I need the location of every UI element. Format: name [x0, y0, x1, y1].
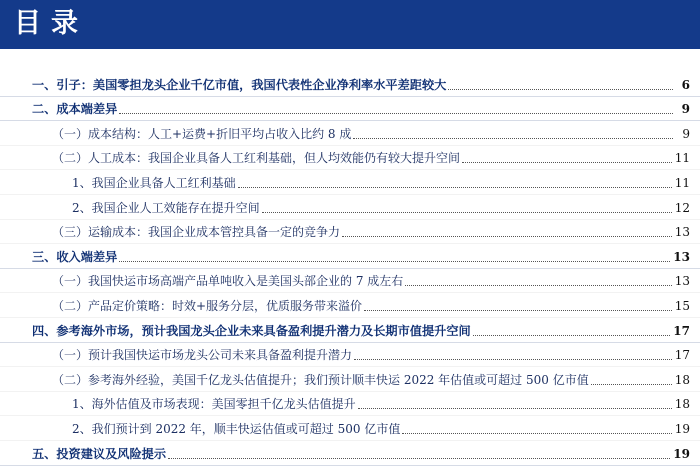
dot-leader	[448, 89, 673, 90]
toc-entry[interactable]	[0, 220, 700, 245]
toc-entry-title[interactable]: （一）成本结构：人工+运费+折旧平均占收入比约 8 成	[52, 126, 352, 141]
toc-entry[interactable]	[0, 170, 700, 195]
toc-entry-title[interactable]: 1、海外估值及市场表现：美国零担千亿龙头估值提升	[72, 397, 356, 412]
toc-page-number: 12	[674, 200, 690, 215]
header-bar	[0, 0, 700, 49]
toc-entry-title[interactable]: 五、投资建议及风险提示	[32, 446, 167, 461]
toc-entry[interactable]	[0, 343, 700, 368]
toc-entry[interactable]	[0, 269, 700, 294]
dot-leader	[262, 212, 672, 213]
toc-entry-title[interactable]: （一）我国快运市场高端产品单吨收入是美国头部企业的 7 成左右	[52, 274, 404, 289]
toc-entry-title[interactable]: 一、引子：美国零担龙头企业千亿市值，我国代表性企业净利率水平差距较大	[32, 77, 447, 92]
dot-leader	[342, 236, 672, 237]
dot-leader	[473, 335, 671, 336]
toc-entry[interactable]	[0, 441, 700, 466]
dot-leader	[168, 458, 670, 459]
toc-entry[interactable]	[0, 416, 700, 441]
toc-entry-title[interactable]: （二）产品定价策略：时效+服务分层，优质服务带来溢价	[52, 298, 363, 313]
toc-entry-title[interactable]: （三）运输成本：我国企业成本管控具备一定的竞争力	[52, 225, 341, 240]
toc-page-number: 9	[682, 126, 690, 141]
toc-entry-title[interactable]: 2、我国企业人工效能存在提升空间	[72, 200, 260, 215]
toc-entry[interactable]	[0, 72, 700, 97]
toc-page-number: 13	[674, 225, 690, 240]
toc-entry-title[interactable]: 三、收入端差异	[32, 249, 118, 264]
toc-page-number: 15	[674, 298, 690, 313]
toc-entry[interactable]	[0, 244, 700, 269]
toc-entry-title[interactable]: 1、我国企业具备人工红利基础	[72, 175, 236, 190]
toc-entry-title[interactable]: 二、成本端差异	[32, 102, 118, 117]
toc-page-number: 19	[673, 446, 690, 461]
toc-page-number: 18	[674, 397, 690, 412]
dot-leader	[238, 187, 672, 188]
toc-entry-title[interactable]: 四、参考海外市场，预计我国龙头企业未来具备盈利提升潜力及长期市值提升空间	[32, 323, 471, 338]
toc-entry-title[interactable]: （二）人工成本：我国企业具备人工红利基础，但人均效能仍有较大提升空间	[52, 151, 461, 166]
dot-leader	[405, 285, 671, 286]
toc-entry-title[interactable]: （一）预计我国快运市场龙头公司未来具备盈利提升潜力	[52, 348, 353, 363]
dot-leader	[119, 261, 670, 262]
toc-page-number: 17	[674, 348, 690, 363]
dot-leader	[402, 433, 671, 434]
toc-entry-title[interactable]: 2、我们预计到 2022 年，顺丰快运估值或可超过 500 亿市值	[72, 421, 401, 436]
toc-page-number: 17	[673, 323, 690, 338]
toc-page-number: 11	[674, 151, 690, 166]
toc-entry[interactable]	[0, 121, 700, 146]
toc-page-number: 6	[681, 77, 690, 92]
toc-page-number: 19	[674, 421, 690, 436]
toc-entry[interactable]	[0, 97, 700, 122]
toc-page-number: 18	[674, 372, 690, 387]
toc-entry[interactable]	[0, 318, 700, 343]
dot-leader	[462, 162, 672, 163]
toc-entry[interactable]	[0, 146, 700, 171]
page-title: 目录	[14, 8, 88, 39]
toc-page-number: 13	[674, 274, 690, 289]
toc-entry[interactable]	[0, 367, 700, 392]
dot-leader	[358, 408, 672, 409]
toc-page-number: 13	[673, 249, 690, 264]
table-of-contents	[0, 72, 700, 466]
toc-entry[interactable]	[0, 392, 700, 417]
toc-page-number: 11	[674, 175, 690, 190]
dot-leader	[364, 310, 672, 311]
dot-leader	[591, 384, 672, 385]
dot-leader	[119, 113, 673, 114]
dot-leader	[353, 138, 673, 139]
toc-entry[interactable]	[0, 195, 700, 220]
toc-page-number: 9	[681, 102, 690, 117]
dot-leader	[354, 359, 672, 360]
toc-entry-title[interactable]: （二）参考海外经验，美国千亿龙头估值提升；我们预计顺丰快运 2022 年估值或可超过 500 亿市值	[52, 372, 589, 387]
toc-entry[interactable]	[0, 293, 700, 318]
